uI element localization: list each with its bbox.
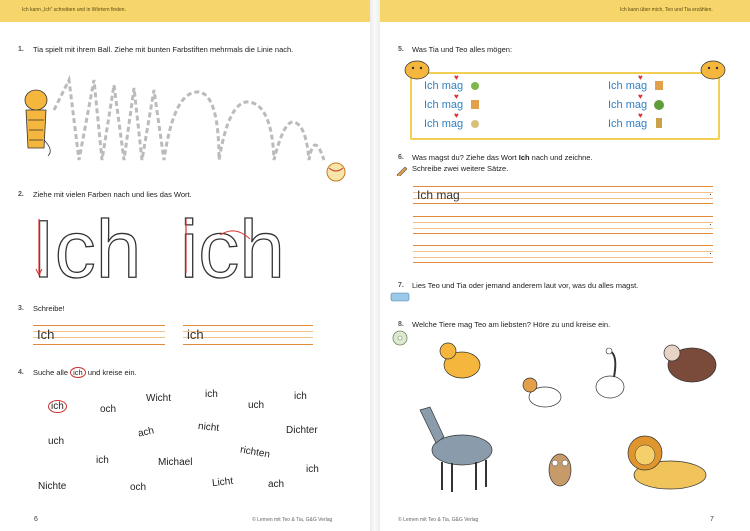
mag-line: Ich mag	[424, 99, 464, 111]
task7-number: 7.	[398, 282, 404, 289]
task2-text: Ziehe mit vielen Farben nach und lies das Wort.	[33, 190, 192, 199]
word-cloud-item[interactable]: uch	[248, 400, 265, 411]
tiger-head-icon	[402, 58, 432, 80]
heart-icon: ♥	[454, 73, 459, 82]
task1-number: 1.	[18, 46, 24, 53]
task4-number: 4.	[18, 369, 24, 376]
sentence-line-1-dot: .	[709, 187, 712, 198]
mag-line: Ich mag	[608, 99, 648, 111]
sentence-line-2[interactable]	[413, 216, 713, 234]
word-cloud-item[interactable]: ich	[48, 400, 67, 413]
sentence-line-2-dot: .	[709, 217, 712, 228]
left-header-bar	[0, 0, 370, 22]
right-header-text: Ich kann über mich, Teo und Tia erzählen.	[620, 7, 713, 13]
liked-items-icons-right	[652, 78, 666, 134]
heart-icon: ♥	[638, 111, 643, 120]
word-cloud-item[interactable]: ich	[205, 389, 218, 400]
task2-number: 2.	[18, 191, 24, 198]
goose-illustration	[596, 348, 624, 398]
task4-circled-word: ich	[70, 367, 86, 378]
word-cloud-item[interactable]: uch	[48, 436, 65, 447]
task6-number: 6.	[398, 154, 404, 161]
heart-icon: ♥	[454, 92, 459, 101]
word-cloud-item[interactable]: Michael	[158, 457, 193, 468]
word-cloud-item[interactable]: och	[130, 482, 147, 493]
task1-text: Tia spielt mit ihrem Ball. Ziehe mit bunten Farbstiften mehrmals die Linie nach.	[33, 45, 294, 54]
task4-text-b: und kreise ein.	[87, 368, 137, 377]
task5-number: 5.	[398, 46, 404, 53]
right-page	[380, 0, 750, 531]
donkey-illustration	[420, 407, 492, 492]
word-cloud-item[interactable]: ach	[137, 425, 156, 440]
left-header-text: Ich kann „Ich“ schreiben und in Wörtern finden.	[22, 7, 126, 13]
task4-text-a: Suche alle	[33, 368, 69, 377]
read-aloud-icon	[390, 292, 410, 302]
sheep-illustration	[664, 345, 716, 382]
lion-illustration	[628, 436, 706, 489]
task6-text-a: Was magst du? Ziehe das Wort	[412, 153, 517, 162]
right-page-number: 7	[710, 516, 714, 523]
sentence-line-3-dot: .	[709, 246, 712, 257]
heart-icon: ♥	[638, 92, 643, 101]
word-cloud-item[interactable]: Wicht	[146, 393, 171, 404]
mag-line: Ich mag	[424, 80, 464, 92]
tracing-exercise	[14, 70, 364, 190]
cat-illustration	[440, 343, 480, 378]
word-cloud-item[interactable]: ich	[294, 391, 307, 402]
left-page-number: 6	[34, 516, 38, 523]
dog-illustration	[523, 378, 561, 407]
book-gutter	[370, 0, 380, 531]
ball-illustration	[327, 163, 345, 181]
big-outline-letters	[20, 205, 320, 285]
sentence-line-1[interactable]	[413, 186, 713, 204]
heart-icon: ♥	[454, 111, 459, 120]
left-page	[0, 0, 370, 531]
owl-illustration	[549, 454, 571, 486]
sentence-line-3[interactable]	[413, 245, 713, 263]
write-line-2-text: ich	[187, 327, 204, 342]
tiger-tia-illustration	[25, 90, 50, 156]
animals-illustration	[400, 335, 740, 510]
sentence-line-1-text: Ich mag	[417, 188, 460, 202]
right-header-bar	[380, 0, 750, 22]
word-cloud-item[interactable]: ach	[268, 479, 285, 490]
word-cloud-item[interactable]: nicht	[197, 420, 220, 435]
big-word-1: Ich	[32, 205, 142, 285]
mag-line: Ich mag	[608, 80, 648, 92]
task3-number: 3.	[18, 305, 24, 312]
right-footer: © Lernen mit Teo & Tia, G&G Verlag	[398, 517, 479, 523]
heart-icon: ♥	[638, 73, 643, 82]
task5-text: Was Tia und Teo alles mögen:	[412, 45, 513, 54]
write-line-2[interactable]	[183, 325, 313, 345]
big-word-2: ich	[180, 205, 285, 285]
word-cloud-item[interactable]: och	[100, 404, 117, 415]
task6-text	[412, 152, 712, 174]
mag-line: Ich mag	[424, 118, 464, 130]
word-cloud-item[interactable]: Licht	[211, 475, 234, 490]
task6-bold-word: Ich	[518, 153, 530, 162]
word-cloud-item[interactable]: Dichter	[286, 425, 318, 436]
word-cloud-item[interactable]: richten	[239, 444, 271, 461]
word-cloud-item[interactable]: ich	[96, 455, 109, 466]
write-line-1-text: Ich	[37, 327, 55, 342]
task7-text: Lies Teo und Tia oder jemand anderem laut vor, was du alles magst.	[412, 281, 639, 290]
mag-line: Ich mag	[608, 118, 648, 130]
task6-text-c: Schreibe zwei weitere Sätze.	[412, 164, 509, 173]
word-cloud-item[interactable]: Nichte	[38, 481, 67, 492]
task4-text	[33, 367, 137, 378]
task8-number: 8.	[398, 321, 404, 328]
write-line-1[interactable]	[33, 325, 165, 345]
task8-text: Welche Tiere mag Teo am liebsten? Höre zu und kreise ein.	[412, 320, 611, 329]
pencil-icon	[396, 166, 408, 176]
liked-items-icons-left	[468, 78, 482, 134]
tiger-head-icon	[698, 58, 728, 80]
task6-text-b: nach und zeichne.	[531, 153, 593, 162]
word-cloud-item[interactable]: ich	[306, 464, 319, 475]
left-footer: © Lernen mit Teo & Tia, G&G Verlag	[252, 517, 333, 523]
task3-text: Schreibe!	[33, 304, 65, 313]
